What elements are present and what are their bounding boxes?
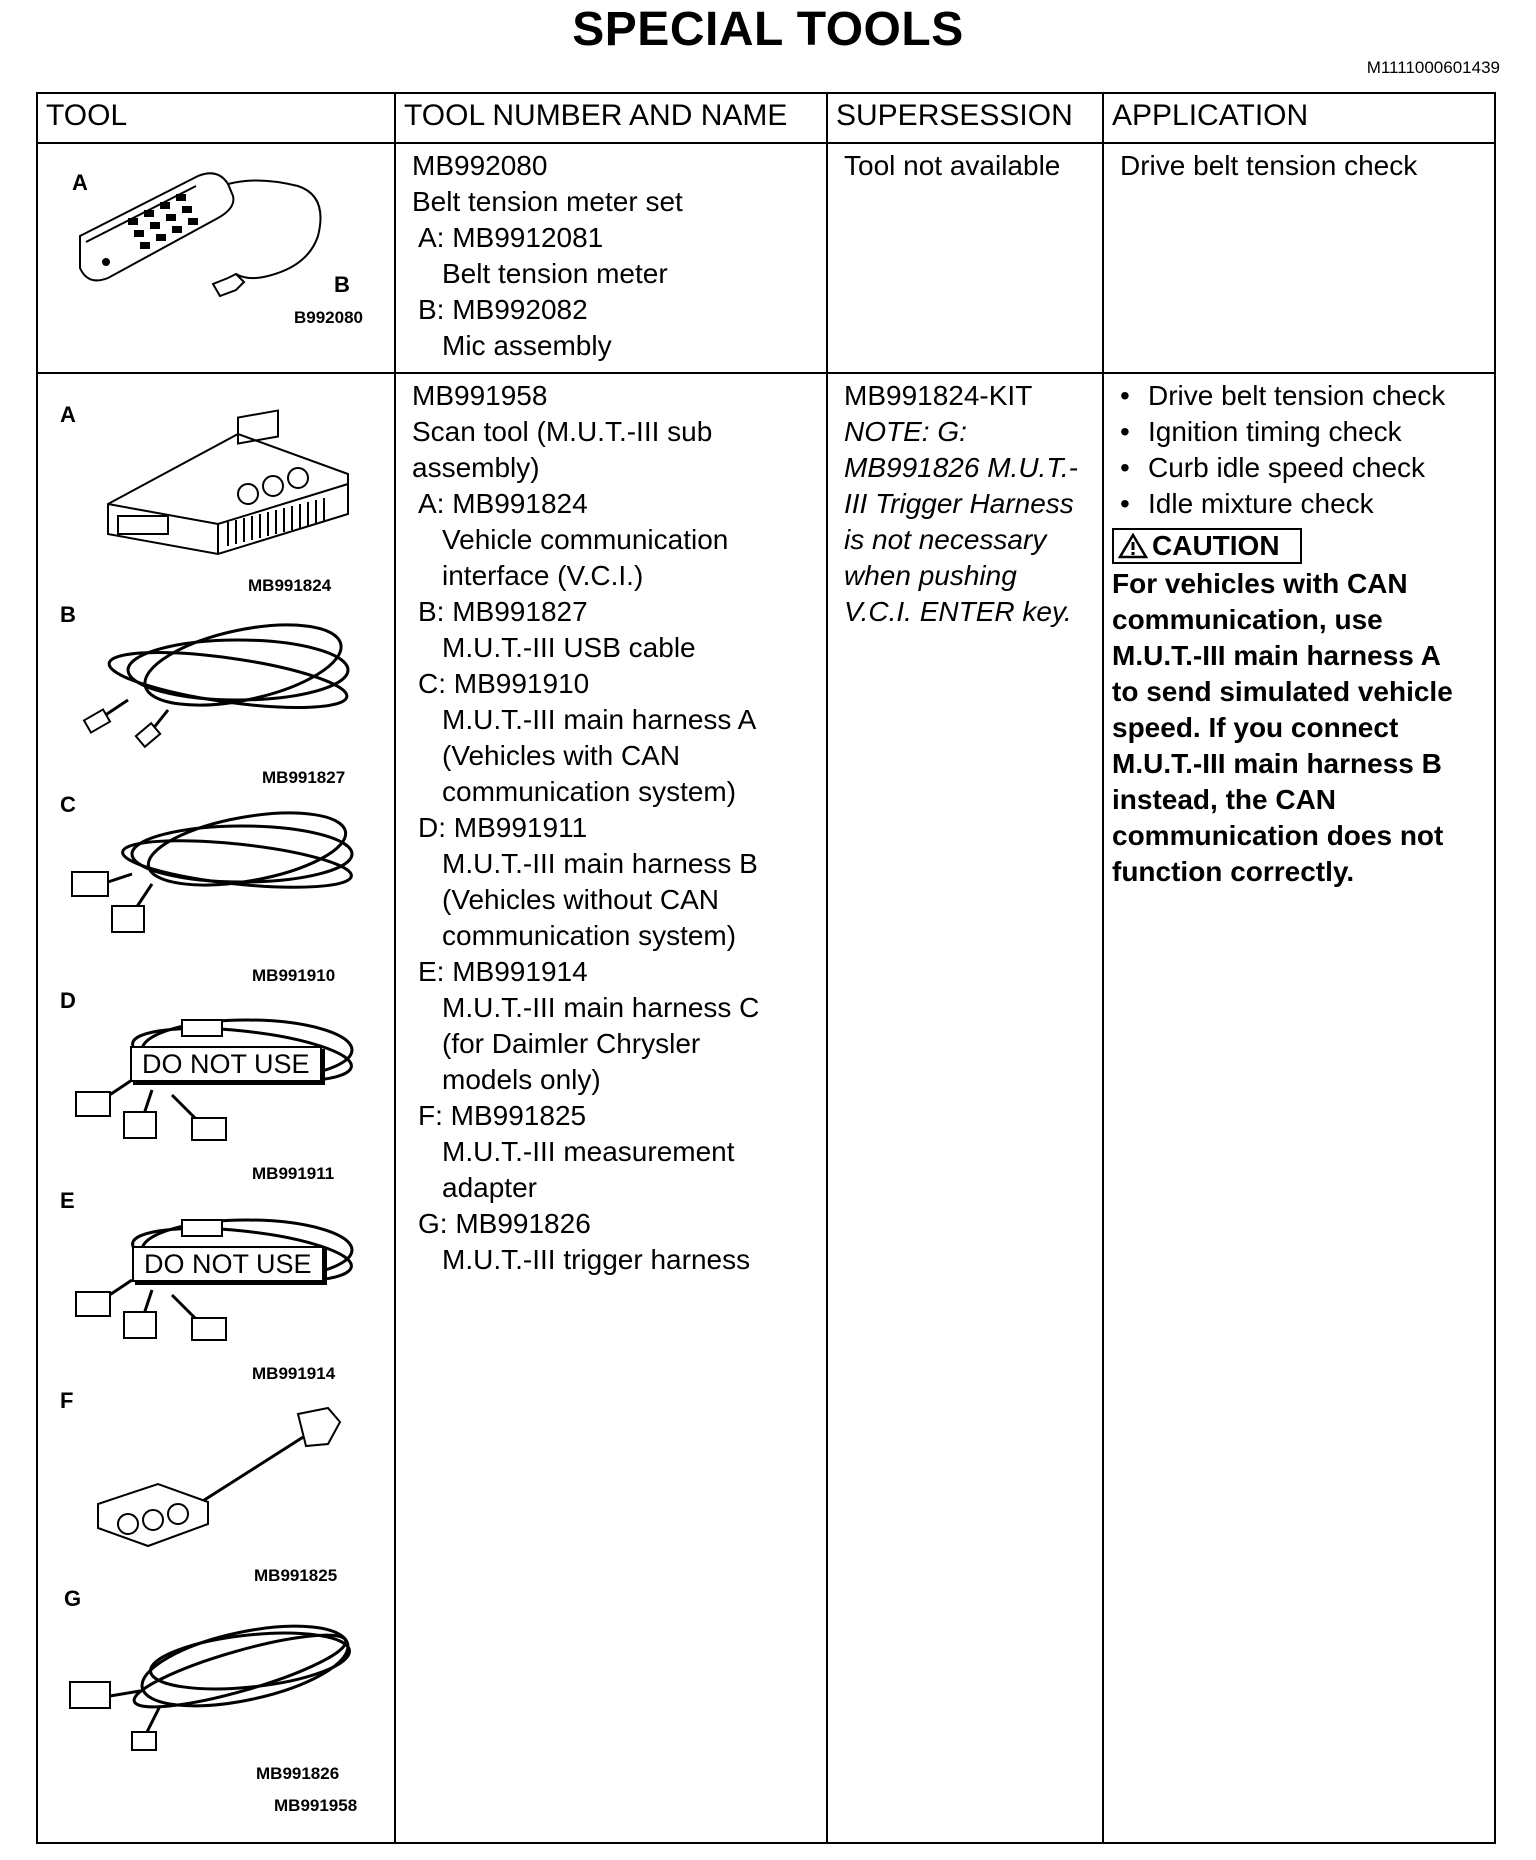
part-id: D: MB991911 [418, 812, 588, 843]
caution-label: CAUTION [1152, 530, 1280, 561]
measurement-adapter-illustration [78, 1394, 368, 1554]
tool-image-cell [37, 373, 395, 1843]
part-name: M.U.T.-III main harness C [442, 992, 760, 1023]
caution-line: speed. If you connect [1112, 712, 1399, 743]
caution-line: M.U.T.-III main harness B [1112, 748, 1442, 779]
figure-letter: D [60, 988, 76, 1013]
caution-line: M.U.T.-III main harness A [1112, 640, 1441, 671]
note-line: MB991826 M.U.T.- [844, 452, 1078, 483]
supersession-cell [827, 143, 1103, 373]
supersession-text: Tool not available [844, 150, 1061, 181]
application-text: Drive belt tension check [1120, 150, 1418, 181]
trigger-harness-illustration [60, 1596, 370, 1756]
header-supersession: SUPERSESSION [827, 93, 1103, 143]
part-name: M.U.T.-III USB cable [442, 632, 696, 663]
list-item: • Idle mixture check [1112, 486, 1486, 522]
part-name: Belt tension meter [442, 258, 668, 289]
part-id: A: MB991824 [418, 488, 588, 519]
supersession-text: MB991824-KIT [844, 380, 1033, 411]
list-item: • Ignition timing check [1112, 414, 1486, 450]
figure-code: MB991827 [262, 768, 346, 787]
tool-number-cell [395, 143, 827, 373]
part-id: G: MB991826 [418, 1208, 591, 1239]
part-name: communication system) [442, 920, 737, 951]
belt-tension-meter-illustration [68, 156, 368, 306]
figure-code: MB991911 [252, 1164, 335, 1183]
figure-letter: A [60, 402, 76, 427]
tool-image-cell [37, 143, 395, 373]
figure-letter: E [60, 1188, 75, 1213]
tool-name: Scan tool (M.U.T.-III sub [412, 416, 713, 447]
note-line: III Trigger Harness [844, 488, 1074, 519]
header-row [37, 93, 1495, 143]
tool-name: assembly) [412, 452, 540, 483]
part-name: M.U.T.-III trigger harness [442, 1244, 751, 1275]
main-harness-a-illustration [62, 804, 372, 944]
list-item: • Drive belt tension check [1112, 378, 1486, 414]
part-name: interface (V.C.I.) [442, 560, 644, 591]
caution-badge [1112, 528, 1302, 564]
part-name: models only) [442, 1064, 601, 1095]
part-name: M.U.T.-III measurement [442, 1136, 735, 1167]
page-title: SPECIAL TOOLS [572, 3, 964, 56]
special-tools-table [36, 92, 1496, 1844]
header-application: APPLICATION [1103, 93, 1495, 143]
part-id: B: MB992082 [418, 294, 588, 325]
caution-line: communication does not [1112, 820, 1444, 851]
caution-line: to send simulated vehicle [1112, 676, 1453, 707]
figure-letter: F [60, 1388, 74, 1413]
do-not-use-stamp: DO NOT USE [130, 1046, 322, 1082]
part-name: (Vehicles with CAN [442, 740, 681, 771]
part-id: A: MB9912081 [418, 222, 604, 253]
part-id: E: MB991914 [418, 956, 588, 987]
part-name: Mic assembly [442, 330, 612, 361]
figure-label-b: B [334, 272, 350, 297]
caution-text [1112, 566, 1486, 890]
part-name: adapter [442, 1172, 537, 1203]
figure-letter: G [64, 1586, 82, 1611]
part-name: communication system) [442, 776, 737, 807]
supersession-cell [827, 373, 1103, 1843]
part-name: M.U.T.-III main harness A [442, 704, 757, 735]
note-line: when pushing [844, 560, 1017, 591]
table-row-scan-tool [37, 373, 1495, 1843]
caution-line: instead, the CAN [1112, 784, 1337, 815]
tool-number: MB992080 [412, 150, 548, 181]
part-name: (for Daimler Chrysler [442, 1028, 701, 1059]
application-list [1112, 378, 1486, 522]
table-row-belt-tension-meter [37, 143, 1495, 373]
note-line: is not necessary [844, 524, 1047, 555]
figure-letter: C [60, 792, 76, 817]
part-name: M.U.T.-III main harness B [442, 848, 758, 879]
part-name: (Vehicles without CAN [442, 884, 720, 915]
warning-triangle-icon [1118, 533, 1148, 559]
part-id: C: MB991910 [418, 668, 590, 699]
note-line: NOTE: G: [844, 416, 967, 447]
tool-name: Belt tension meter set [412, 186, 683, 217]
figure-letter: B [60, 602, 76, 627]
part-id: F: MB991825 [418, 1100, 587, 1131]
figure-code: MB991914 [252, 1364, 336, 1383]
figure-code: MB991910 [252, 966, 336, 985]
caution-line: function correctly. [1112, 856, 1355, 887]
document-id: M1111000601439 [1366, 58, 1500, 77]
figure-label-a: A [72, 170, 88, 195]
list-item: • Curb idle speed check [1112, 450, 1486, 486]
header-tool-number: TOOL NUMBER AND NAME [395, 93, 827, 143]
part-name: Vehicle communication [442, 524, 729, 555]
usb-cable-illustration [68, 610, 368, 750]
figure-code: B992080 [294, 308, 364, 327]
figure-code: MB991825 [254, 1566, 338, 1585]
tool-number: MB991958 [412, 380, 548, 411]
note-line: V.C.I. ENTER key. [844, 596, 1072, 627]
application-cell [1103, 143, 1495, 373]
application-cell [1103, 373, 1495, 1843]
figure-code: MB991824 [248, 576, 332, 595]
caution-line: For vehicles with CAN [1112, 568, 1408, 599]
header-tool: TOOL [37, 93, 395, 143]
figure-code: MB991826 [256, 1764, 340, 1783]
do-not-use-stamp: DO NOT USE [132, 1246, 324, 1282]
part-id: B: MB991827 [418, 596, 588, 627]
figure-set-code: MB991958 [274, 1796, 358, 1815]
caution-line: communication, use [1112, 604, 1383, 635]
vci-illustration [88, 404, 368, 564]
tool-number-cell [395, 373, 827, 1843]
